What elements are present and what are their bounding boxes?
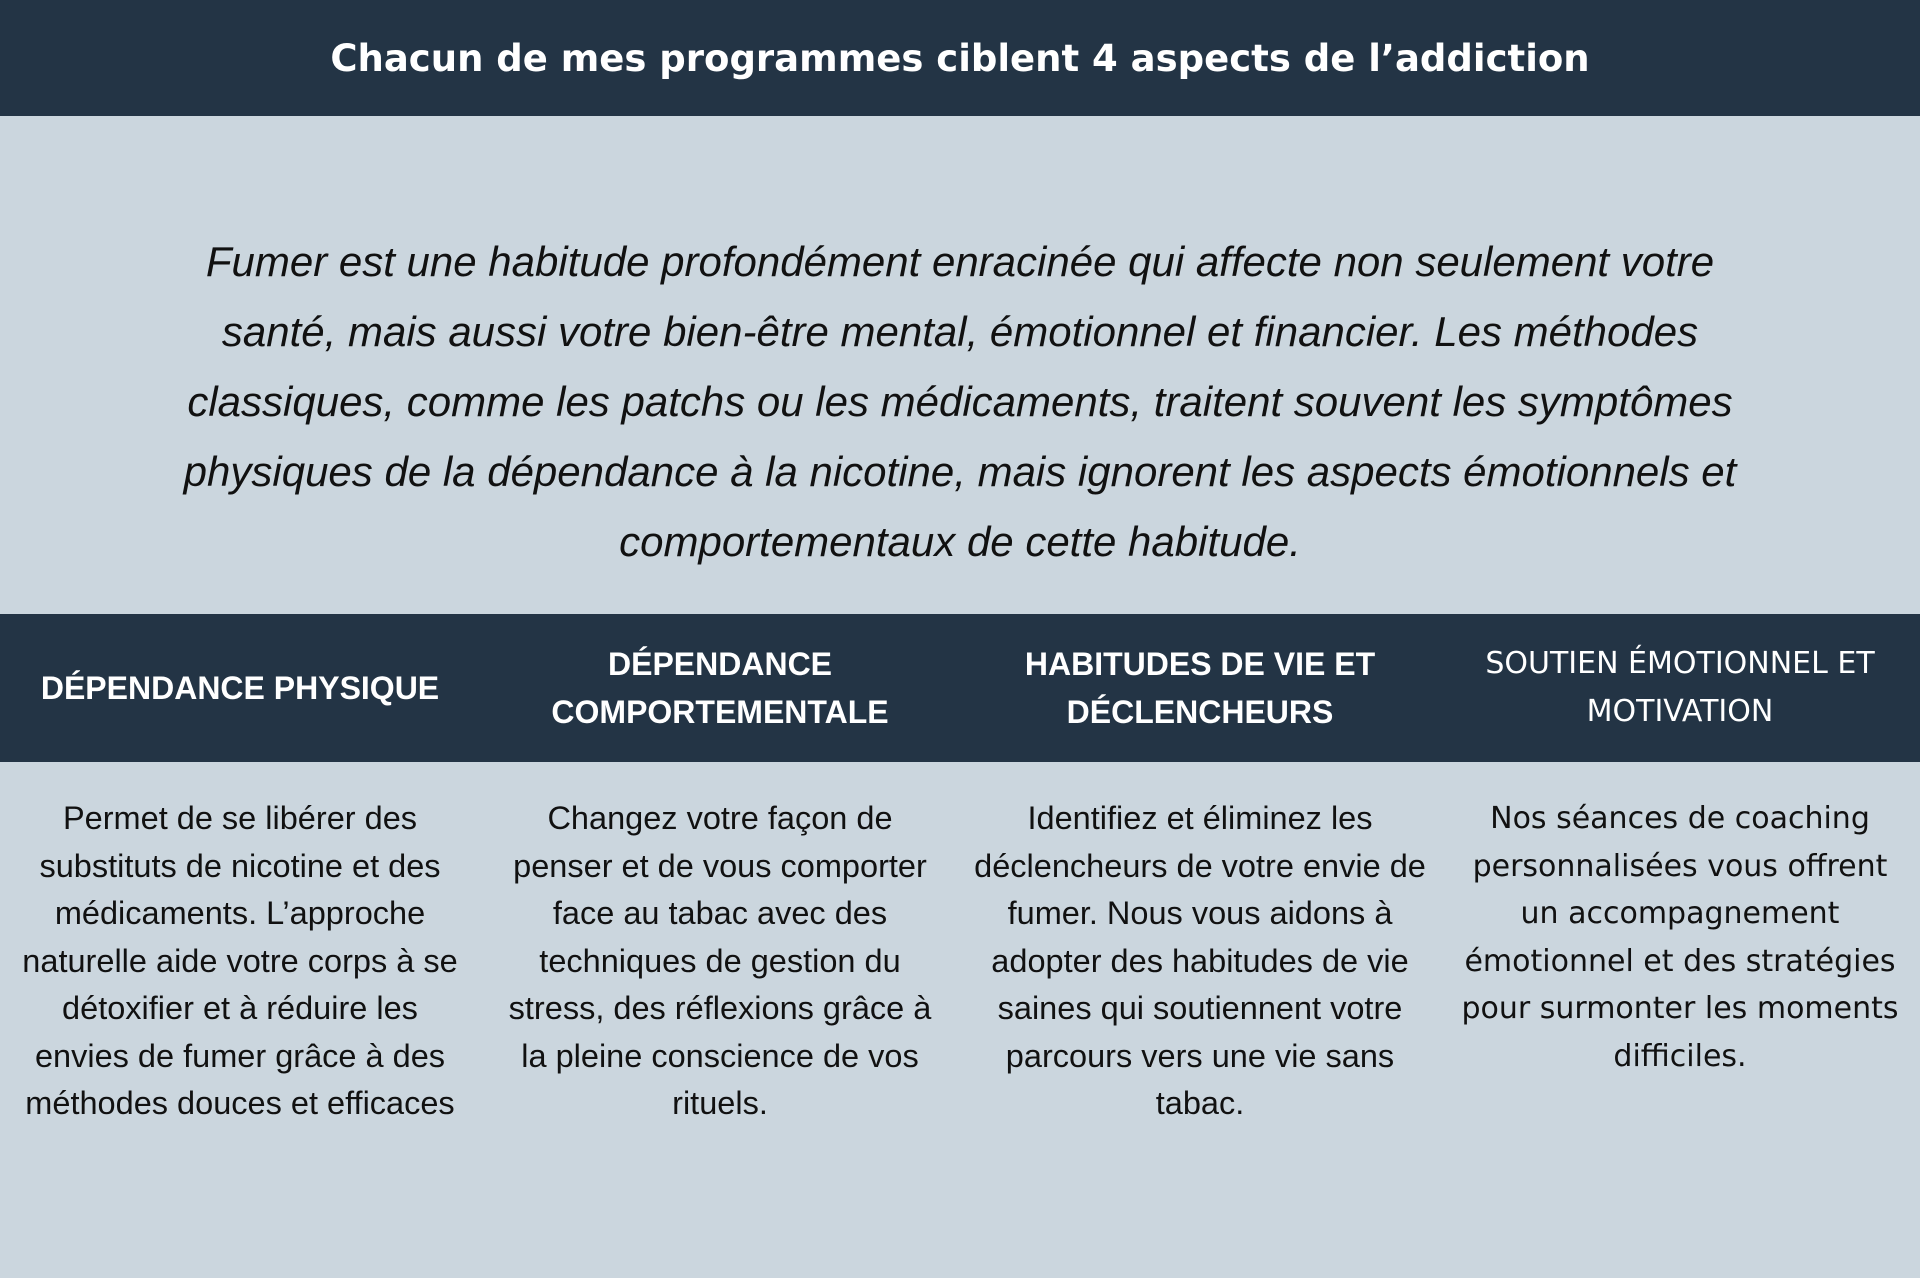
intro-paragraph: Fumer est une habitude profondément enracinée qui affecte non seulement votre santé, mais aussi votre bien-être mental, émotionnel et financier. Les méthodes classiques, comme les patchs ou les médicaments, traitent souvent les symptômes physiques de la dépendance à la nicotine, mais ignorent les aspects émotionnels et comportementaux de cette habitude.: [183, 238, 1737, 565]
column-body-physical-dependency: Permet de se libérer des substituts de nicotine et des médicaments. L’approche naturelle aide votre corps à se détoxifier et à réduire les envies de fumer grâce à des méthodes douces et efficaces: [22, 800, 458, 1121]
column-heading-behavioral-dependency: DÉPENDANCE COMPORTEMENTALE: [551, 646, 889, 730]
column-heading-emotional-support: SOUTIEN ÉMOTIONNEL ET MOTIVATION: [1485, 646, 1875, 729]
title-banner: [0, 0, 1920, 116]
column-body-emotional-support: Nos séances de coaching personnalisées vous offrent un accompagnement émotionnel et des stratégies pour surmonter les moments difficiles.: [1461, 801, 1899, 1074]
column-body-lifestyle-triggers: Identifiez et éliminez les déclencheurs de votre envie de fumer. Nous vous aidons à adopter des habitudes de vie saines qui soutiennent votre parcours vers une vie sans tabac.: [974, 800, 1426, 1121]
column-heading-lifestyle-triggers: HABITUDES DE VIE ET DÉCLENCHEURS: [1024, 646, 1376, 730]
page-title: Chacun de mes programmes ciblent 4 aspects de l’addiction: [330, 36, 1590, 80]
column-heading-physical-dependency: DÉPENDANCE PHYSIQUE: [40, 670, 440, 706]
column-body-behavioral-dependency: Changez votre façon de penser et de vous comporter face au tabac avec des techniques de gestion du stress, des réflexions grâce à la pleine conscience de vos rituels.: [508, 800, 932, 1121]
